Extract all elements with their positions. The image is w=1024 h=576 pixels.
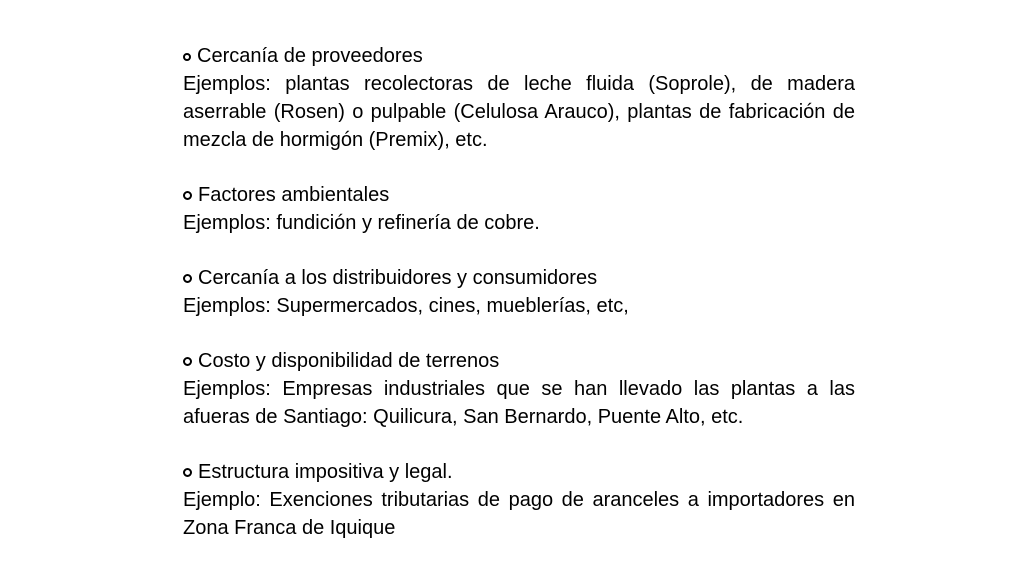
section-example: Ejemplos: fundición y refinería de cobre.: [183, 212, 540, 234]
section-example: Ejemplos: plantas recolectoras de leche fluida (Soprole), de madera aserrable (Rosen) o pulpable (Celulosa Arauco), plantas de fabricación de mezcla de hormigón (Premix), etc.: [183, 73, 855, 151]
section-impositiva: [183, 458, 855, 542]
circle-bullet-icon: [183, 191, 192, 200]
circle-bullet-icon: [183, 357, 192, 366]
circle-bullet-icon: [183, 53, 191, 61]
section-distribuidores: [183, 264, 855, 320]
section-heading: [183, 42, 855, 70]
section-ambientales: [183, 181, 855, 237]
section-proveedores: [183, 42, 855, 154]
section-heading: [183, 347, 855, 375]
heading-text: Estructura impositiva y legal.: [198, 461, 453, 483]
section-example: Ejemplo: Exenciones tributarias de pago de aranceles a importadores en Zona Franca de Iquique: [183, 489, 855, 539]
heading-text: Factores ambientales: [198, 184, 390, 206]
circle-bullet-icon: [183, 468, 192, 477]
slide-content: [183, 42, 855, 542]
section-heading: [183, 181, 855, 209]
section-heading: [183, 264, 855, 292]
circle-bullet-icon: [183, 274, 192, 283]
section-example: Ejemplos: Empresas industriales que se han llevado las plantas a las afueras de Santiago: Quilicura, San Bernardo, Puente Alto, etc.: [183, 378, 855, 428]
section-example: Ejemplos: Supermercados, cines, mueblerías, etc,: [183, 295, 629, 317]
section-terrenos: [183, 347, 855, 431]
heading-text: Cercanía de proveedores: [197, 45, 423, 67]
section-heading: [183, 458, 855, 486]
heading-text: Costo y disponibilidad de terrenos: [198, 350, 500, 372]
heading-text: Cercanía a los distribuidores y consumidores: [198, 267, 598, 289]
